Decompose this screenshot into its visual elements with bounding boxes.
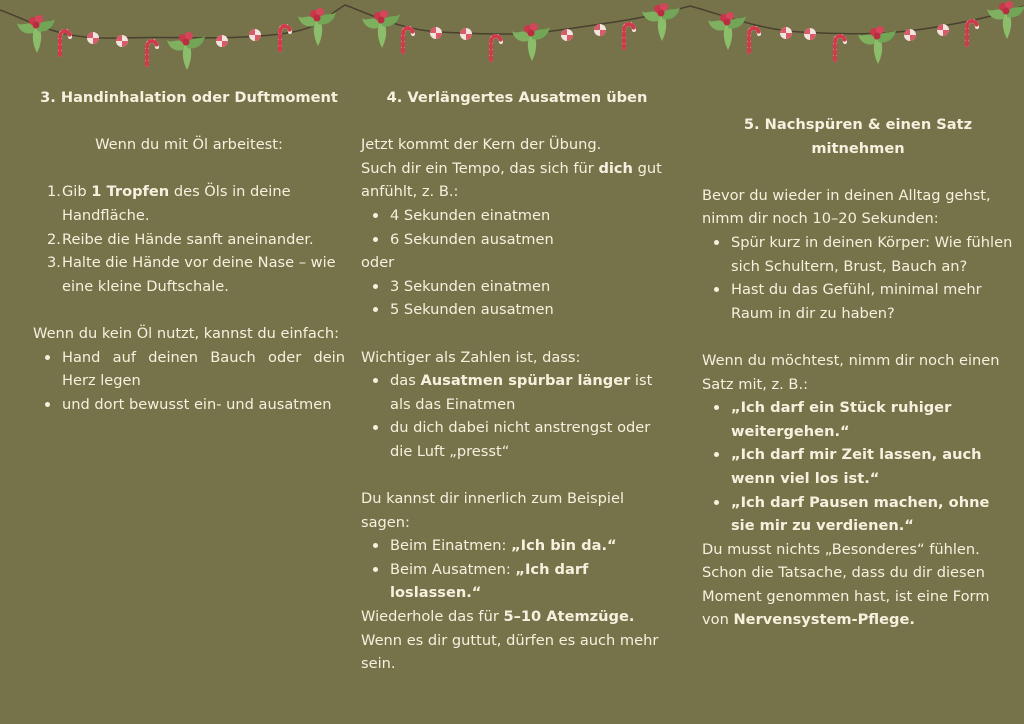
holly-icon [298, 8, 336, 46]
holly-icon [987, 1, 1024, 39]
section-heading: 4. Verlängertes Ausatmen üben [386, 89, 648, 106]
no-oil-intro: Wenn du kein Öl nutzt, kannst du einfach: [33, 324, 340, 342]
candy-cane-icon [749, 28, 759, 52]
section-handinhalation [33, 86, 345, 416]
peppermint-icon [561, 29, 573, 41]
list-item: 1. Gib 1 Tropfen des Öls in deine Handfläche. [47, 183, 291, 224]
section-nachspueren [702, 113, 1014, 632]
intro-text: Bevor du wieder in deinen Alltag gehst, nimm dir noch 10–20 Sekunden: [702, 186, 991, 228]
peppermint-icon [249, 29, 261, 41]
intro-tempo: Such dir ein Tempo, das sich für dich gut anfühlt, z. B.: [361, 159, 662, 201]
peppermint-icon [460, 28, 472, 40]
no-oil-list [33, 346, 345, 417]
outro-text: Du musst nichts „Besonderes“ fühlen. Schon die Tatsache, dass du dir diesen Moment genommen hast, ist eine Form von Nervensystem-Pflege. [702, 540, 990, 629]
section-ausatmen [361, 86, 673, 676]
list-item: 6 Sekunden ausatmen [361, 228, 673, 252]
list-item: „Ich darf mir Zeit lassen, auch wenn viel los ist.“ [702, 443, 1014, 490]
outro-text: Wenn es dir guttut, dürfen es auch mehr sein. [361, 631, 659, 673]
candy-cane-icon [835, 36, 845, 60]
list-item: „Ich darf ein Stück ruhiger weitergehen.“ [702, 396, 1014, 443]
list-item: 4 Sekunden einatmen [361, 204, 673, 228]
oil-steps-list [33, 180, 345, 298]
section-heading: 3. Handinhalation oder Duftmoment [40, 89, 338, 106]
peppermint-icon [116, 35, 128, 47]
say-intro: Du kannst dir innerlich zum Beispiel sagen: [361, 490, 625, 531]
list-item: Beim Ausatmen: „Ich darf loslassen.“ [361, 558, 673, 605]
tempo-list-2 [361, 275, 673, 322]
holly-icon [642, 3, 680, 41]
section-heading: 5. Nachspüren & einen Satz mitnehmen [743, 116, 973, 157]
candy-cane-icon [403, 28, 413, 52]
list-item: 2. Reibe die Hände sanft aneinander. [47, 230, 314, 248]
holly-icon [17, 15, 55, 53]
peppermint-icon [780, 27, 792, 39]
list-item: 5 Sekunden ausatmen [361, 298, 673, 322]
candy-cane-icon [967, 21, 977, 45]
repeat-text: Wiederhole das für 5–10 Atemzüge. [361, 608, 635, 626]
tempo-list-1 [361, 204, 673, 251]
list-item: 3. Halte die Hände vor deine Nase – wie eine kleine Duftschale. [47, 254, 336, 295]
candy-cane-icon [624, 24, 634, 48]
peppermint-icon [937, 24, 949, 36]
oil-intro: Wenn du mit Öl arbeitest: [95, 136, 283, 154]
important-list [361, 369, 673, 463]
candy-cane-icon [60, 31, 70, 55]
list-item: das Ausatmen spürbar länger ist als das Einatmen [361, 369, 673, 416]
check-list [702, 231, 1014, 325]
peppermint-icon [904, 29, 916, 41]
say-list [361, 534, 673, 605]
peppermint-icon [216, 35, 228, 47]
sentence-list [702, 396, 1014, 538]
holly-icon [708, 12, 746, 50]
candy-cane-icon [491, 36, 501, 60]
holly-icon [362, 10, 400, 48]
peppermint-icon [430, 27, 442, 39]
list-item: Beim Einatmen: „Ich bin da.“ [361, 534, 673, 558]
candy-cane-icon [280, 26, 290, 50]
holly-icon [858, 26, 896, 64]
list-item: Spür kurz in deinen Körper: Wie fühlen sich Schultern, Brust, Bauch an? [702, 231, 1014, 278]
christmas-garland [0, 0, 1024, 80]
list-item: „Ich darf Pausen machen, ohne sie mir zu verdienen.“ [702, 491, 1014, 538]
holly-icon [512, 23, 550, 61]
peppermint-icon [594, 24, 606, 36]
important-intro: Wichtiger als Zahlen ist, dass: [361, 348, 581, 366]
list-item: und dort bewusst ein- und ausatmen [33, 393, 345, 417]
list-item: 3 Sekunden einatmen [361, 275, 673, 299]
list-item: Hast du das Gefühl, minimal mehr Raum in dir zu haben? [702, 278, 1014, 325]
candy-cane-icon [147, 41, 157, 65]
list-item: du dich dabei nicht anstrengst oder die Luft „presst“ [361, 416, 673, 463]
or-text: oder [361, 254, 395, 272]
intro-line: Jetzt kommt der Kern der Übung. [361, 136, 602, 154]
sentence-intro: Wenn du möchtest, nimm dir noch einen Satz mit, z. B.: [702, 351, 1000, 393]
peppermint-icon [87, 32, 99, 44]
peppermint-icon [804, 28, 816, 40]
list-item: Hand auf deinen Bauch oder dein Herz legen [33, 346, 345, 393]
